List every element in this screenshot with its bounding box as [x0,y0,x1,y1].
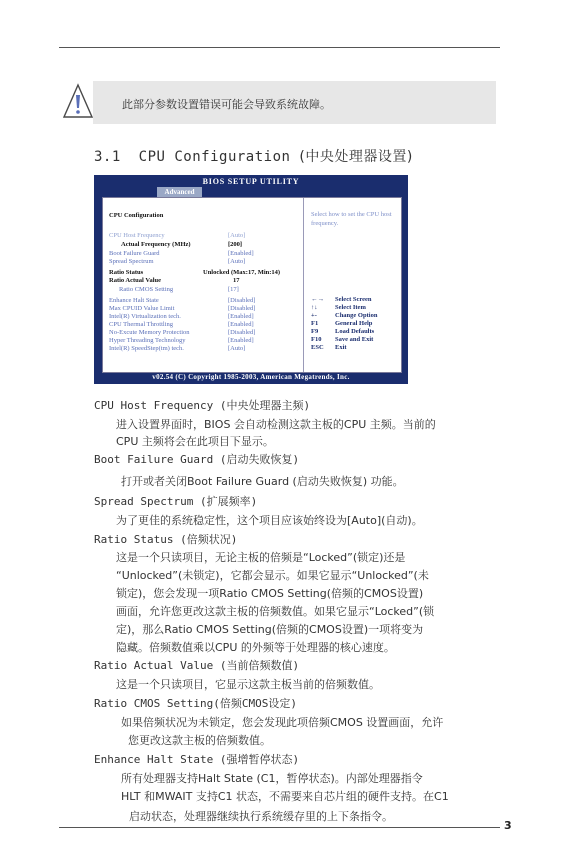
bios-setting-label: No-Excute Memory Protection [109,329,190,336]
bios-setting-label: Ratio Status [109,269,144,276]
bios-screenshot [94,175,408,384]
body-text-line: 进入设置界面时，BIOS 会自动检测这款主板的CPU 主频。当前的 [116,418,436,431]
item-heading: Spread Spectrum (扩展频率) [94,495,258,508]
body-text-line: “Unlocked”(未锁定)，它都会显示。如果它显示“Unlocked”(未 [116,569,429,582]
bios-setting-value[interactable]: [Auto] [228,232,246,239]
body-text-line: 隐藏。倍频数值乘以CPU 的外频等于处理器的核心速度。 [116,641,395,654]
body-text-line: CPU 主频将会在此项目下显示。 [116,435,274,448]
bios-key-item [311,304,377,312]
bios-key-legend [311,296,377,352]
bios-panel [102,197,402,373]
bios-key: ESC [311,344,324,351]
bios-setting-label: Intel(R) SpeedStep(tm) tech. [109,345,184,352]
bios-key-item [311,312,377,320]
bios-setting-value[interactable]: [Enabled] [228,313,254,320]
bios-title: BIOS SETUP UTILITY [202,177,300,186]
bios-key-desc: General Help [335,320,373,327]
bios-setting-label: Max CPUID Value Limit [109,305,175,312]
item-heading: Boot Failure Guard (启动失败恢复) [94,453,300,466]
body-text-line: 这是一个只读项目，它显示这款主板当前的倍频数值。 [116,678,380,691]
body-text-line: 定)，那么Ratio CMOS Setting(倍频的CMOS设置)一项将变为 [116,623,424,636]
bios-key: F10 [311,336,322,343]
bios-setting-value[interactable]: [Enabled] [228,321,254,328]
bios-setting-label: Actual Frequency (MHz) [121,241,191,248]
bios-setting-label: Boot Failure Guard [109,250,160,257]
bios-setting-value[interactable]: [Enabled] [228,250,254,257]
bios-setting-label: Ratio CMOS Setting [119,286,174,293]
bios-key-desc: Change Option [335,312,378,319]
bios-key-desc: Exit [335,344,347,351]
item-heading: Ratio CMOS Setting(倍频CMOS设定) [94,697,297,710]
top-divider [59,47,500,48]
bios-key-item [311,320,377,328]
warning-text: 此部分参数设置错误可能会导致系统故障。 [122,98,331,111]
body-text-line: 这是一个只读项目，无论主板的倍频是“Locked”(锁定)还是 [116,551,406,564]
bios-setting-label: CPU Thermal Throttling [109,321,174,328]
bios-setting-value[interactable]: Unlocked (Max:17, Min:14) [203,269,281,276]
bios-key: F1 [311,320,319,327]
bios-setting-label: Hyper Threading Technology [109,337,186,344]
bios-setting-value[interactable]: [Disabled] [228,297,256,304]
item-heading: Enhance Halt State (强增暂停状态) [94,753,300,766]
item-heading: Ratio Actual Value (当前倍频数值) [94,659,300,672]
body-text-line: 您更改这款主板的倍频数值。 [128,734,271,747]
bios-key-item [311,296,377,304]
section-title-en: CPU Configuration [138,149,291,165]
bios-key-item [311,328,377,336]
body-text-line: 所有处理器支持Halt State (C1，暂停状态)。内部处理器指令 [121,772,423,785]
body-text-line: 打开或者关闭Boot Failure Guard (启动失败恢复) 功能。 [121,475,404,488]
bios-key-desc: Select Item [335,304,366,311]
bios-key-desc: Select Screen [335,296,372,303]
bios-setting-label: Enhance Halt State [109,297,159,304]
bios-settings-list [103,198,304,372]
bios-setting-value[interactable]: 17 [233,277,240,284]
section-heading [94,146,413,166]
bios-footer: v02.54 (C) Copyright 1985-2003, American Megatrends, Inc. [152,373,350,381]
bios-setting-value[interactable]: [Disabled] [228,305,256,312]
body-text-line: 为了更佳的系统稳定性，这个项目应该始终设为[Auto](自动)。 [116,514,423,527]
bios-setting-label: CPU Host Frequency [109,232,165,239]
body-text-line: 启动状态，处理器继续执行系统缓存里的上下条指令。 [129,810,393,823]
bios-key: F9 [311,328,319,335]
section-number: 3.1 [94,149,121,165]
bios-setting-label: Spread Spectrum [109,258,154,265]
warning-triangle-icon [63,83,93,121]
bios-tab-advanced[interactable]: Advanced [157,187,202,197]
bios-key: ←→ [311,296,324,303]
bios-key-desc: Save and Exit [335,336,374,343]
bios-setting-value[interactable]: [17] [228,286,239,293]
bios-key: +- [311,312,317,319]
bios-setting-value[interactable]: [Disabled] [228,329,256,336]
body-text-line: 如果倍频状况为未锁定，您会发现此项倍频CMOS 设置画面，允许 [121,716,444,729]
bios-key-item [311,344,377,352]
bios-setting-value[interactable]: [200] [228,241,243,248]
bios-key-item [311,336,377,344]
body-text-line: HLT 和MWAIT 支持C1 状态，不需要来自芯片组的硬件支持。在C1 [121,790,449,803]
page-number: 3 [504,819,512,832]
item-heading: Ratio Status (倍频状况) [94,533,238,546]
section-title-cn: (中央处理器设置) [299,149,413,165]
bios-help-panel [304,198,401,372]
body-text-line: 画面，允许您更改这款主板的倍频数值。如果它显示“Locked”(锁 [116,605,435,618]
bios-panel-title: CPU Configuration [109,212,164,219]
bios-setting-value[interactable]: [Auto] [228,258,246,265]
bios-setting-label: Ratio Actual Value [109,277,162,284]
bios-setting-label: Intel(R) Virtualization tech. [109,313,181,320]
item-heading: CPU Host Frequency (中央处理器主频) [94,399,311,412]
bios-key-desc: Load Defaults [335,328,375,335]
body-text-line: 锁定)，您会发现一项Ratio CMOS Setting(倍频的CMOS设置) [116,587,424,600]
bios-key: ↑↓ [311,304,318,311]
bios-help-text: Select how to set the CPU host frequency. [311,211,392,227]
bios-setting-value[interactable]: [Enabled] [228,337,254,344]
bottom-divider [59,827,500,828]
bios-setting-value[interactable]: [Auto] [228,345,246,352]
